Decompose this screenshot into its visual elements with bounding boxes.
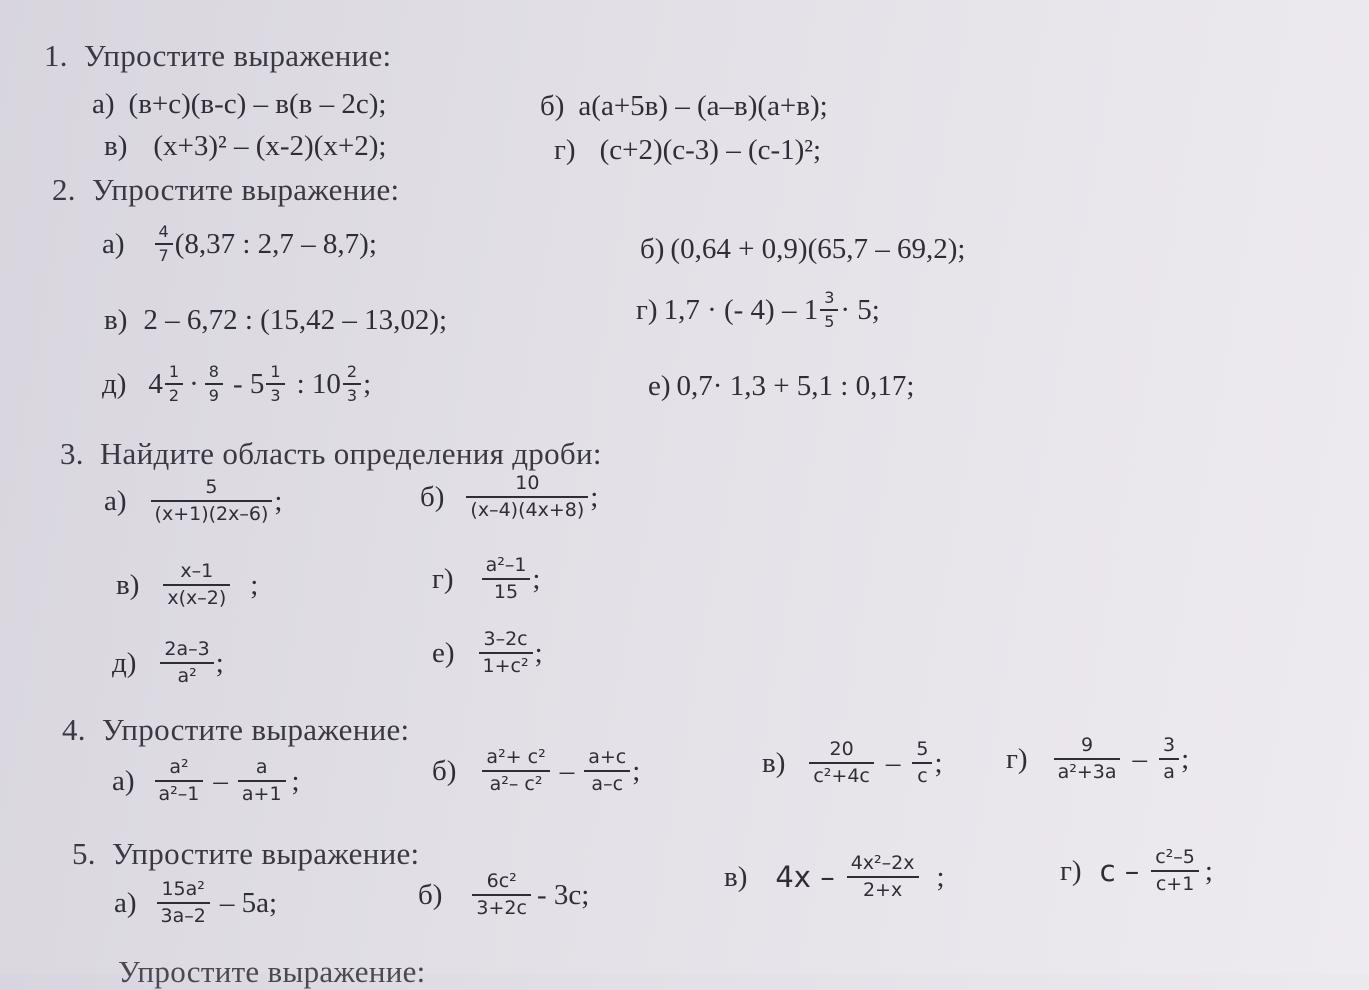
p4-a-label: а)	[112, 764, 135, 797]
p3-f-fraction: $\frac{3-2c}{\text{1+c²}}$	[479, 630, 533, 676]
p2-f-expr: 0,7· 1,3 + 5,1 : 0,17;	[676, 370, 915, 402]
p4-d-label: г)	[1006, 742, 1028, 775]
problem-5-heading	[72, 836, 419, 872]
p3-b-fraction: $\frac{10}{(x-4)(4x+8)}$	[466, 474, 588, 520]
p4-item-b: б) $\frac{\text{a²+ c²}}{\text{a²– c²}}$ – $\frac{a+c}{a-c}$ ;	[432, 746, 641, 795]
p3-c-label: в)	[116, 568, 140, 601]
p4-item-c: в) $\frac{20}{\text{c²+4c}}$ – $\frac{5}{c}$ ;	[762, 738, 943, 787]
p3-a-label: а)	[104, 484, 127, 517]
problem-3-heading	[60, 436, 602, 472]
p5-a-label: а)	[114, 886, 137, 919]
problem-3-number: 3.	[60, 436, 84, 471]
p3-item-c: в) $\frac{x-1}{x(x-2)}$ ;	[116, 560, 259, 609]
p4-item-d: г) $\frac{9}{\text{a²+3a}}$ – $\frac{3}{a}$ ;	[1006, 734, 1190, 783]
p1-c-label: в)	[104, 130, 128, 162]
p1-b-expr: а(а+5в) – (а–в)(а+в);	[578, 90, 828, 122]
p2-e-fraction-4: $\frac{2}{3}$	[343, 364, 361, 404]
problem-5-number: 5.	[72, 836, 96, 871]
p2-item-b	[640, 233, 965, 266]
p2-item-d	[636, 290, 880, 330]
p5-c-label: в)	[724, 860, 748, 893]
p3-e-label: д)	[112, 646, 137, 679]
p4-item-a: а) $\frac{\text{a²}}{\text{a²–1}}$ – $\frac{a}{a+1}$ ;	[112, 756, 300, 805]
p5-item-b: б) $\frac{\text{6c²}}{3+2c}$ - 3с;	[418, 870, 590, 919]
p4-a-fraction-1: $\frac{\text{a²}}{\text{a²–1}}$	[155, 758, 204, 804]
p1-a-label: а)	[92, 88, 115, 120]
p1-a-expr: (в+с)(в-с) – в(в – 2с);	[128, 88, 387, 120]
p5-item-d: г) c – $\frac{\text{c²–5}}{c+1}$ ;	[1060, 846, 1213, 895]
p3-d-fraction: $\frac{\text{a²–1}}{15}$	[482, 556, 531, 602]
p1-item-a	[92, 88, 386, 121]
p4-d-fraction-2: $\frac{3}{a}$	[1159, 736, 1179, 782]
p4-b-fraction-2: $\frac{a+c}{a-c}$	[584, 748, 630, 794]
p1-d-label: г)	[554, 134, 576, 166]
p2-item-c	[104, 304, 447, 337]
p2-e-fraction-2: $\frac{8}{9}$	[205, 364, 223, 404]
problem-3-title: Найдите область определения дроби:	[99, 436, 602, 471]
p3-item-d: г) $\frac{\text{a²–1}}{15}$ ;	[432, 554, 541, 603]
p3-item-b: б) $\frac{10}{(x-4)(4x+8)}$ ;	[420, 472, 599, 521]
p1-item-c	[104, 130, 386, 163]
p2-a-expr: (8,37 : 2,7 – 8,7);	[174, 227, 377, 260]
p5-item-a: а) $\frac{\text{15a²}}{3a-2}$ – 5a;	[114, 878, 278, 927]
p3-f-label: е)	[432, 636, 455, 669]
problem-1-heading	[44, 38, 391, 74]
problem-6-title: Упростите выражение:	[118, 954, 426, 989]
problem-1-number: 1.	[44, 38, 68, 73]
problem-2-title: Упростите выражение:	[91, 172, 400, 207]
p2-b-expr: (0,64 + 0,9)(65,7 – 69,2);	[670, 233, 966, 265]
p1-d-expr: (с+2)(с-3) – (с-1)²;	[599, 134, 822, 166]
p2-d-label: г)	[636, 293, 658, 326]
problem-4-number: 4.	[62, 712, 86, 747]
p2-item-e: д) 4 $\frac{1}{2}$ · $\frac{8}{9}$ - 5 $\frac{1}{3}$ : 10 $\frac{2}{3}$ ;	[102, 362, 372, 405]
p2-a-label: а)	[102, 227, 125, 260]
p2-e-fraction-1: $\frac{1}{2}$	[165, 364, 183, 404]
p4-c-label: в)	[762, 746, 786, 779]
p5-d-label: г)	[1060, 854, 1082, 887]
p5-d-fraction: $\frac{\text{c²–5}}{c+1}$	[1151, 848, 1199, 894]
p3-item-a: а) $\frac{5}{(x+1)(2x-6)}$ ;	[104, 476, 283, 525]
problem-2-heading	[52, 172, 399, 208]
p2-e-label: д)	[102, 367, 127, 400]
p2-item-a	[102, 224, 377, 264]
problem-4-title: Упростите выражение:	[101, 712, 410, 747]
problem-2-number: 2.	[52, 172, 76, 207]
p3-e-fraction: $\frac{2a-3}{\text{a²}}$	[160, 640, 213, 686]
problem-6-heading-partial	[118, 954, 426, 990]
p2-e-fraction-3: $\frac{1}{3}$	[266, 364, 284, 404]
p5-item-c: в) 4x – $\frac{\text{4x²–2x}}{2+x}$ ;	[724, 852, 945, 901]
p2-item-f	[648, 370, 914, 403]
p4-b-fraction-1: $\frac{\text{a²+ c²}}{\text{a²– c²}}$	[482, 748, 549, 794]
p4-c-fraction-2: $\frac{5}{c}$	[912, 740, 932, 786]
p5-a-fraction: $\frac{\text{15a²}}{3a-2}$	[157, 880, 210, 926]
p3-b-label: б)	[420, 480, 445, 513]
problem-5-title: Упростите выражение:	[111, 836, 420, 871]
p3-item-f: е) $\frac{3-2c}{\text{1+c²}}$ ;	[432, 628, 543, 677]
p3-a-fraction: $\frac{5}{(x+1)(2x-6)}$	[151, 478, 273, 524]
p1-c-expr: (х+3)² – (х-2)(х+2);	[153, 130, 387, 162]
problem-4-heading	[62, 712, 409, 748]
p4-b-label: б)	[432, 754, 457, 787]
p2-b-label: б)	[640, 233, 665, 265]
p3-c-fraction: $\frac{x-1}{x(x-2)}$	[163, 562, 230, 608]
p3-item-e: д) $\frac{2a-3}{\text{a²}}$ ;	[112, 638, 224, 687]
p2-c-expr: 2 – 6,72 : (15,42 – 13,02);	[143, 304, 448, 336]
p2-d-expr-start: 1,7 · (- 4) – 1	[663, 293, 819, 326]
p2-c-label: в)	[104, 304, 128, 336]
p4-c-fraction-1: $\frac{20}{\text{c²+4c}}$	[809, 740, 874, 786]
p1-b-label: б)	[540, 90, 565, 122]
p5-b-label: б)	[418, 878, 443, 911]
p5-b-fraction: $\frac{\text{6c²}}{3+2c}$	[472, 872, 531, 918]
p2-d-fraction: $\frac{3}{5}$	[820, 290, 838, 330]
p2-d-expr-end: · 5;	[840, 293, 880, 326]
p5-c-fraction: $\frac{\text{4x²–2x}}{2+x}$	[847, 854, 919, 900]
p4-a-fraction-2: $\frac{a}{a+1}$	[238, 758, 286, 804]
p1-item-d	[554, 134, 821, 167]
p2-a-fraction: $\frac{4}{7}$	[155, 224, 173, 264]
p2-f-label: е)	[648, 370, 671, 402]
problem-1-title: Упростите выражение:	[83, 38, 392, 73]
p1-item-b	[540, 90, 828, 123]
p4-d-fraction-1: $\frac{9}{\text{a²+3a}}$	[1054, 736, 1121, 782]
p3-d-label: г)	[432, 562, 454, 595]
